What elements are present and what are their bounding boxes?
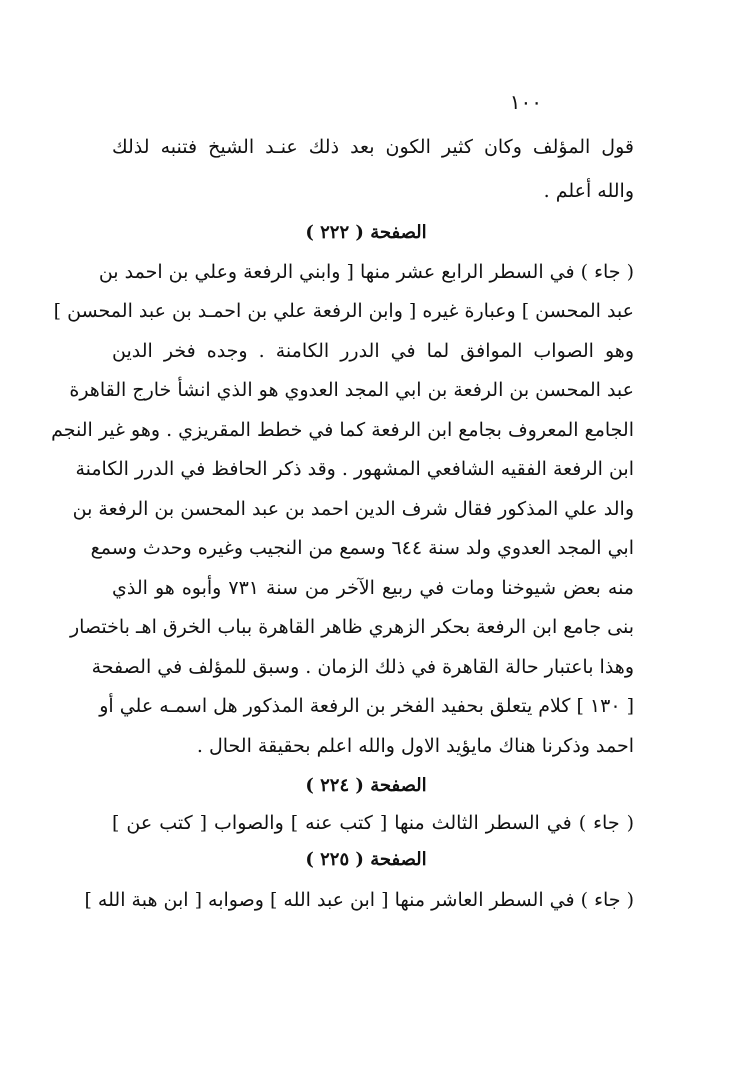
text-line: ابي المجد العدوي ولد سنة ٦٤٤ وسمع من النجيب وغيره وحدث وسمع [90, 537, 634, 559]
section-heading: الصفحة ( ٢٢٢ ) [305, 222, 427, 243]
text-line: احمد وذكرنا هناك مايؤيد الاول والله اعلم بحقيقة الحال . [196, 735, 634, 757]
text-line: وهو الصواب الموافق لما في الدرر الكامنة . وجده فخر الدين [112, 340, 634, 362]
text-line: منه بعض شيوخنا ومات في ربيع الآخر من سنة ٧٣١ وأبوه هو الذي [112, 577, 634, 599]
section-heading: الصفحة ( ٢٢٤ ) [305, 775, 427, 796]
text-line: الجامع المعروف بجامع ابن الرفعة كما في خطط المقريزي . وهو غير النجم [51, 419, 634, 441]
text-line: ( جاء ) في السطر العاشر منها [ ابن عبد الله ] وصوابه [ ابن هبة الله ] [84, 889, 634, 911]
text-line: والد علي المذكور فقال شرف الدين احمد بن عبد المحسن بن الرفعة بن [72, 498, 634, 520]
text-line: بنى جامع ابن الرفعة بحكر الزهري ظاهر القاهرة بباب الخرق اهـ باختصار [69, 616, 634, 638]
text-line: والله أعلم . [543, 180, 634, 202]
text-line: وهذا باعتبار حالة القاهرة في ذلك الزمان . وسبق للمؤلف في الصفحة [91, 656, 634, 678]
text-line: ( جاء ) في السطر الثالث منها [ كتب عنه ] والصواب [ كتب عن ] [112, 812, 634, 834]
text-line: ( جاء ) في السطر الرابع عشر منها [ وابني الرفعة وعلي بن احمد بن [98, 261, 634, 283]
text-line: عبد المحسن ] وعبارة غيره [ وابن الرفعة علي بن احمـد بن عبد المحسن ] [53, 300, 634, 322]
text-line: [ ١٣٠ ] كلام يتعلق بحفيد الفخر بن الرفعة المذكور هل اسمـه علي أو [99, 695, 634, 717]
text-line: عبد المحسن بن الرفعة بن ابي المجد العدوي هو الذي انشأ خارج القاهرة [69, 379, 634, 401]
text-line: ابن الرفعة الفقيه الشافعي المشهور . وقد ذكر الحافظ في الدرر الكامنة [75, 458, 634, 480]
section-heading: الصفحة ( ٢٢٥ ) [305, 849, 427, 870]
text-line: قول المؤلف وكان كثير الكون بعد ذلك عنـد الشيخ فتنبه لذلك [112, 136, 634, 158]
page-number: ١٠٠ [509, 90, 542, 114]
